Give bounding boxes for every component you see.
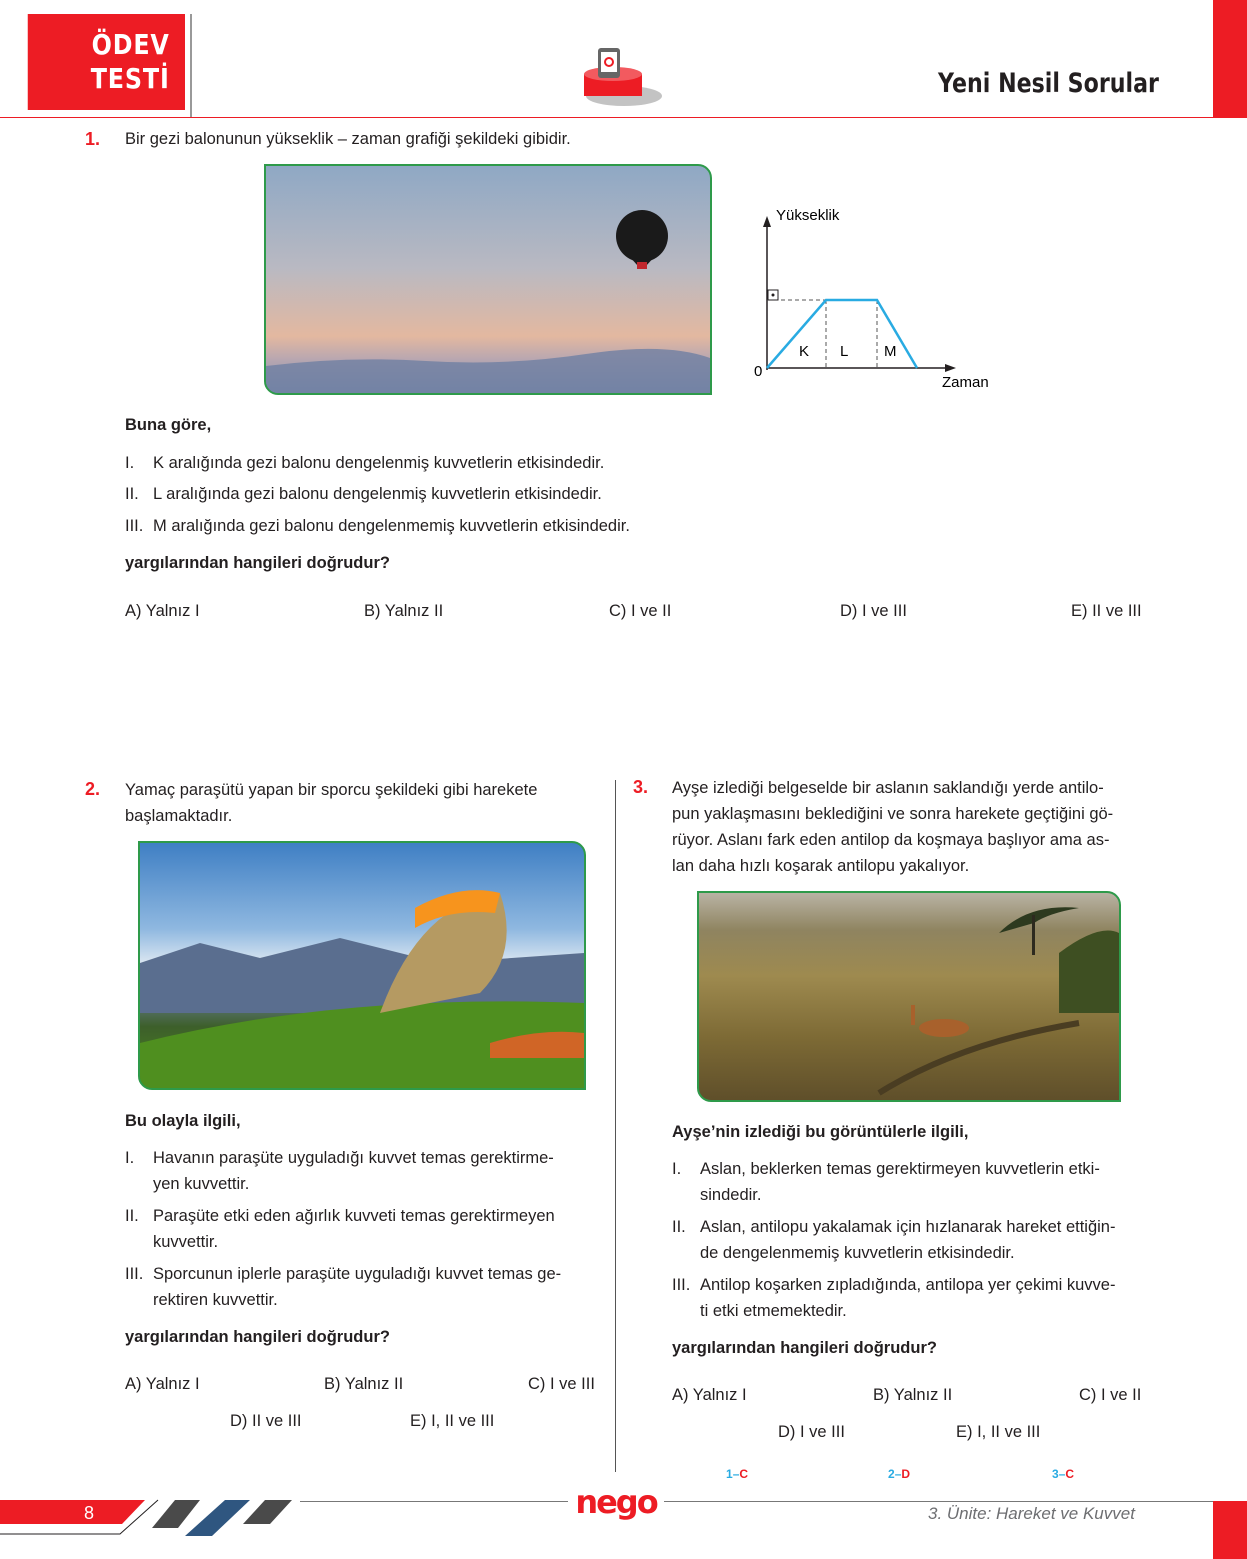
q1-option-c[interactable]: C) I ve II	[609, 602, 672, 620]
mobile-question-icon	[582, 46, 662, 110]
key-num: 2	[888, 1467, 895, 1481]
q1-intro: Buna göre,	[125, 416, 212, 434]
stmt-line: Havanın paraşüte uyguladığı kuvvet temas gerektirme-	[153, 1149, 554, 1167]
stmt-line: Paraşüte etki eden ağırlık kuvveti temas gerektirmeyen	[153, 1207, 555, 1225]
antelope-savanna-photo	[697, 891, 1121, 1102]
stmt-num: III.	[125, 1265, 144, 1283]
key-letter: C	[1065, 1467, 1075, 1481]
y-axis-arrow	[763, 216, 771, 227]
key-num: 1	[726, 1467, 733, 1481]
x-axis-label: Zaman	[942, 374, 989, 391]
stem-line: başlamaktadır.	[125, 807, 233, 825]
altitude-time-graph	[745, 200, 1005, 400]
stmt-line: sindedir.	[700, 1186, 762, 1204]
header-red-strip	[1213, 0, 1247, 118]
footer-red-strip	[1213, 1501, 1247, 1559]
stmt-num: I.	[672, 1160, 682, 1178]
q2-option-c[interactable]: C) I ve III	[528, 1375, 595, 1393]
q2-option-a[interactable]: A) Yalnız I	[125, 1375, 200, 1393]
q3-option-e[interactable]: E) I, II ve III	[956, 1423, 1041, 1441]
q1-statement	[125, 450, 825, 476]
answer-key-1: 1–C	[726, 1467, 749, 1481]
footer-rule	[300, 1501, 1213, 1502]
segment-m-label: M	[884, 343, 897, 360]
stem-line: Ayşe izlediği belgeselde bir aslanın saklandığı yerde antilo-	[672, 779, 1104, 797]
segment-k-label: K	[799, 343, 810, 360]
stmt-line: ti etki etmemektedir.	[700, 1302, 847, 1320]
page-number: 8	[84, 1503, 95, 1523]
stem-line: rüyor. Aslanı fark eden antilop da koşmaya başlıyor ama as-	[672, 831, 1110, 849]
stmt-num: I.	[125, 454, 135, 472]
q1-option-d[interactable]: D) I ve III	[840, 602, 907, 620]
q3-question: yargılarından hangileri doğrudur?	[672, 1339, 937, 1357]
unit-title: 3. Ünite: Hareket ve Kuvvet	[928, 1504, 1135, 1523]
stmt-line: de dengelenmemiş kuvvetlerin etkisindedir.	[700, 1244, 1015, 1262]
q1-stem: Bir gezi balonunun yükseklik – zaman grafiği şekildeki gibidir.	[125, 130, 571, 148]
q3-intro: Ayşe’nin izlediği bu görüntülerle ilgili,	[672, 1123, 969, 1141]
answer-key-3: 3–C	[1052, 1467, 1075, 1481]
q1-option-a[interactable]: A) Yalnız I	[125, 602, 200, 620]
stmt-text: M aralığında gezi balonu dengelenmemiş kuvvetlerin etkisindedir.	[153, 517, 630, 535]
origin-label: 0	[754, 363, 763, 380]
stmt-line: kuvvettir.	[153, 1233, 219, 1251]
stmt-num: II.	[125, 1207, 139, 1225]
key-letter: D	[901, 1467, 911, 1481]
q1-number: 1.	[85, 129, 101, 149]
badge-line1: ÖDEV	[91, 28, 170, 61]
q2-statement	[125, 1145, 605, 1197]
q2-option-d[interactable]: D) II ve III	[230, 1412, 302, 1430]
q1-question: yargılarından hangileri doğrudur?	[125, 554, 390, 572]
q1-option-e[interactable]: E) II ve III	[1071, 602, 1142, 620]
q2-number: 2.	[85, 779, 101, 799]
stmt-line: Aslan, antilopu yakalamak için hızlanarak hareket ettiğin-	[700, 1218, 1116, 1236]
key-letter: C	[739, 1467, 749, 1481]
stmt-num: II.	[672, 1218, 686, 1236]
key-num: 3	[1052, 1467, 1059, 1481]
column-divider	[615, 780, 616, 1472]
odev-testi-badge	[28, 14, 185, 110]
stmt-line: Aslan, beklerken temas gerektirmeyen kuvvetlerin etki-	[700, 1160, 1100, 1178]
q3-option-c[interactable]: C) I ve II	[1079, 1386, 1142, 1404]
paragliding-photo	[138, 841, 586, 1090]
publisher-logo: nego	[568, 1484, 664, 1524]
q3-option-a[interactable]: A) Yalnız I	[672, 1386, 747, 1404]
stmt-line: yen kuvvettir.	[153, 1175, 250, 1193]
answer-key-2: 2–D	[888, 1467, 911, 1481]
stmt-text: K aralığında gezi balonu dengelenmiş kuvvetlerin etkisindedir.	[153, 454, 605, 472]
badge-line2: TESTİ	[90, 62, 170, 95]
stmt-num: II.	[125, 485, 139, 503]
q1-option-b[interactable]: B) Yalnız II	[364, 602, 444, 620]
q2-statement	[125, 1203, 605, 1255]
q3-stem	[672, 775, 1113, 879]
header-rule	[0, 117, 1213, 118]
q3-statement	[672, 1156, 1152, 1208]
stmt-num: III.	[125, 517, 144, 535]
q3-option-d[interactable]: D) I ve III	[778, 1423, 845, 1441]
section-title: Yeni Nesil Sorular	[938, 68, 1159, 99]
hot-air-balloon-photo	[264, 164, 712, 395]
q3-statement	[672, 1214, 1152, 1266]
q2-question: yargılarından hangileri doğrudur?	[125, 1328, 390, 1346]
q3-statement	[672, 1272, 1152, 1324]
y-axis-label: Yükseklik	[776, 207, 840, 224]
q2-statement	[125, 1261, 605, 1313]
stmt-num: I.	[125, 1149, 135, 1167]
q3-option-b[interactable]: B) Yalnız II	[873, 1386, 953, 1404]
q2-option-e[interactable]: E) I, II ve III	[410, 1412, 495, 1430]
x-axis-arrow	[945, 364, 956, 372]
q3-number: 3.	[633, 777, 649, 797]
stmt-num: III.	[672, 1276, 691, 1294]
q2-intro: Bu olayla ilgili,	[125, 1112, 241, 1130]
stem-line: Yamaç paraşütü yapan bir sporcu şekildeki gibi harekete	[125, 781, 538, 799]
q1-statement	[125, 513, 825, 539]
stmt-line: rektiren kuvvettir.	[153, 1291, 278, 1309]
stmt-line: Sporcunun iplerle paraşüte uyguladığı kuvvet temas ge-	[153, 1265, 562, 1283]
stmt-line: Antilop koşarken zıpladığında, antilopa yer çekimi kuvve-	[700, 1276, 1116, 1294]
footer-stripes	[0, 1498, 300, 1538]
stmt-text: L aralığında gezi balonu dengelenmiş kuvvetlerin etkisindedir.	[153, 485, 602, 503]
segment-l-label: L	[840, 343, 849, 360]
header-divider	[190, 14, 192, 118]
q2-stem	[125, 777, 537, 829]
q2-option-b[interactable]: B) Yalnız II	[324, 1375, 404, 1393]
stem-line: lan daha hızlı koşarak antilopu yakalıyor.	[672, 857, 970, 875]
right-angle-dot	[772, 294, 775, 297]
q1-statement	[125, 481, 825, 507]
stem-line: pun yaklaşmasını beklediğini ve sonra harekete geçtiğini gö-	[672, 805, 1114, 823]
